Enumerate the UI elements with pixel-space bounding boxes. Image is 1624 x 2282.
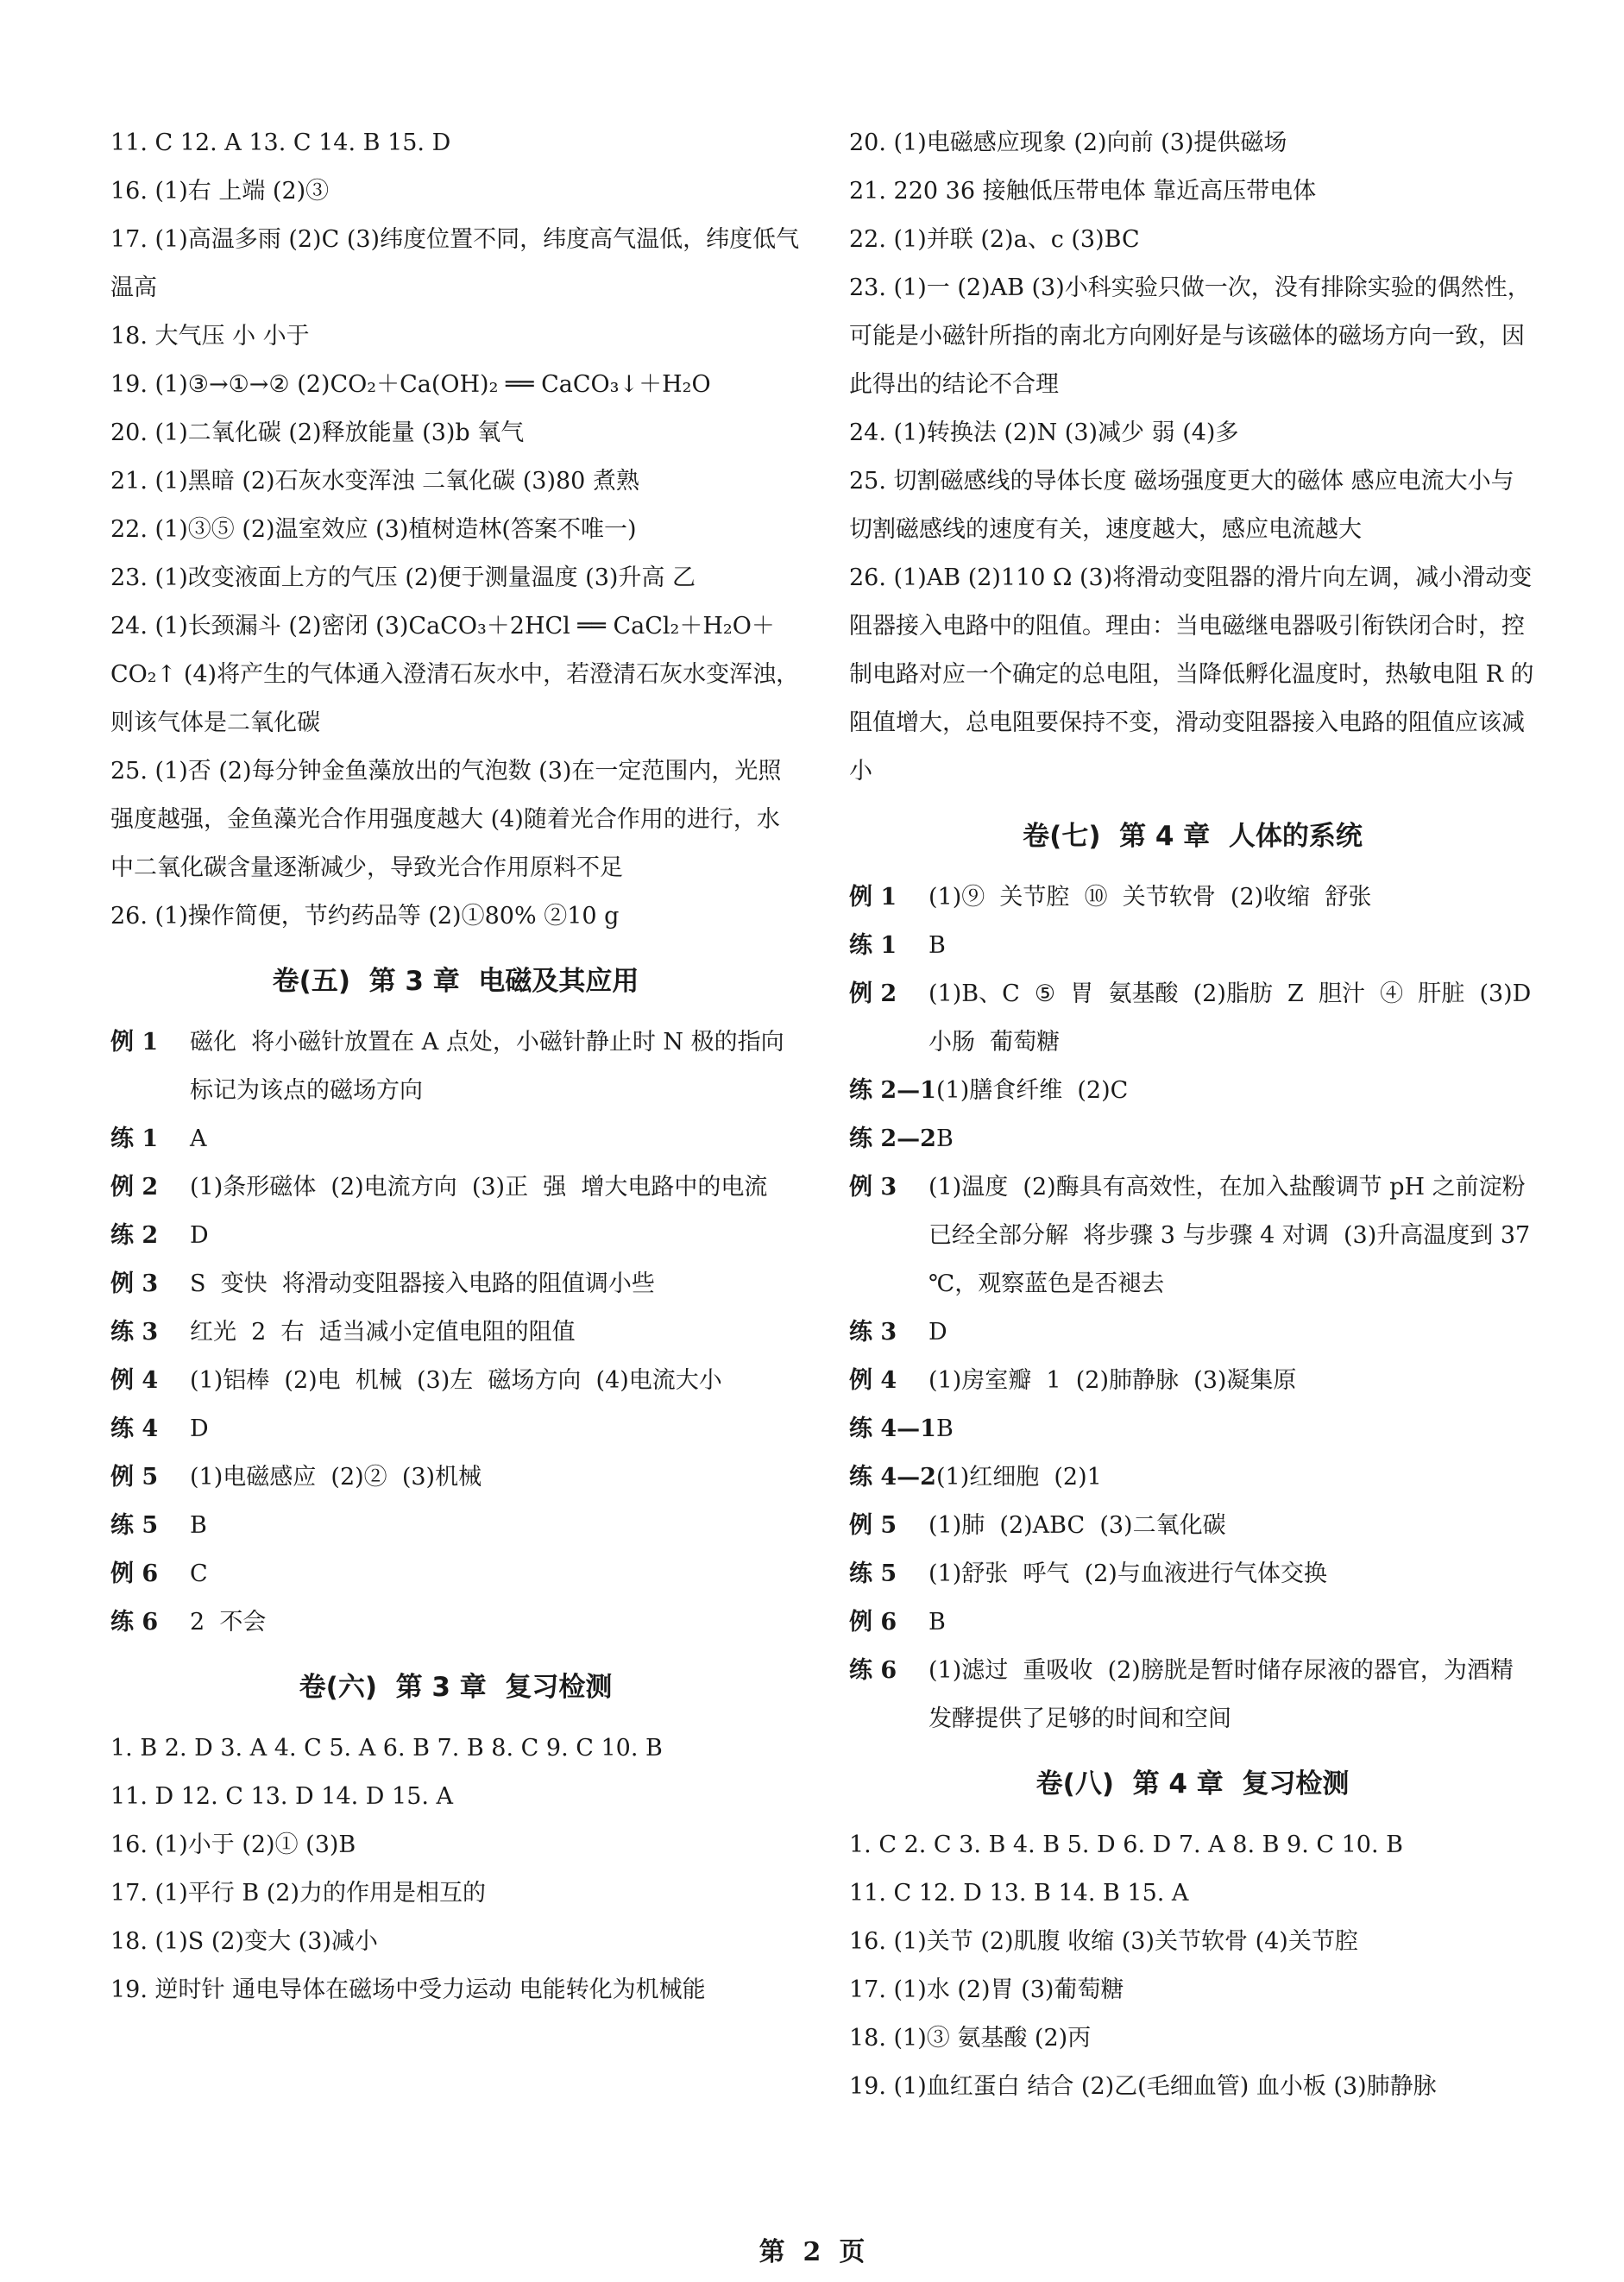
answer-text: B <box>935 1415 954 1442</box>
answer-line: 1. C 2. C 3. B 4. B 5. D 6. D 7. A 8. B 9. C 10. B <box>849 1831 1403 1858</box>
example-answer <box>849 873 1536 922</box>
answer-text: D <box>190 1222 209 1249</box>
example-label: 练 2—2 <box>849 1125 936 1152</box>
example-label: 练 6 <box>849 1657 897 1684</box>
example-answer <box>849 1550 1536 1598</box>
example-label: 练 6 <box>110 1609 159 1636</box>
answer-line: 24. (1)长颈漏斗 (2)密闭 (3)CaCO₃＋2HCl ══ CaCl₂＋H₂O＋CO₂↑ (4)将产生的气体通入澄清石灰水中，若澄清石灰水变浑浊，则该气体是二氧化碳 <box>110 613 800 736</box>
answer-line: 19. 逆时针 通电导体在磁场中受力运动 电能转化为机械能 <box>110 1976 706 2003</box>
example-label: 例 4 <box>110 1367 159 1394</box>
answer-line: 26. (1)操作简便，节约药品等 (2)①80% ②10 g <box>110 903 620 930</box>
answer-line: 17. (1)高温多雨 (2)C (3)纬度位置不同，纬度高气温低，纬度低气温高 <box>110 226 800 301</box>
answer-line: 23. (1)改变液面上方的气压 (2)便于测量温度 (3)升高 乙 <box>110 564 696 591</box>
answer-text: (1)房室瓣 1 (2)肺静脉 (3)凝集原 <box>928 1367 1297 1394</box>
example-label: 例 5 <box>849 1512 897 1539</box>
example-answer <box>849 1405 1536 1453</box>
answer-line: 22. (1)③⑤ (2)温室效应 (3)植树造林(答案不唯一) <box>110 516 637 543</box>
example-answer <box>849 1308 1536 1357</box>
answer-line: 11. C 12. D 13. B 14. B 15. A <box>849 1880 1189 1907</box>
example-label: 练 4—2 <box>849 1464 936 1491</box>
answer-text: (1)B、C ⑤ 胃 氨基酸 (2)脂肪 Z 胆汁 ④ 肝脏 (3)D 小肠 葡萄糖 <box>928 980 1546 1056</box>
answer-line: 24. (1)转换法 (2)N (3)减少 弱 (4)多 <box>849 419 1239 446</box>
answer-text: (1)舒张 呼气 (2)与血液进行气体交换 <box>928 1560 1327 1587</box>
answer-text: (1)条形磁体 (2)电流方向 (3)正 强 增大电路中的电流 <box>190 1174 768 1201</box>
answer-line: 18. 大气压 小 小于 <box>110 323 310 350</box>
answer-line: 25. (1)否 (2)每分钟金鱼藻放出的气泡数 (3)在一定范围内，光照强度越强，金鱼藻光合作用强度越大 (4)随着光合作用的进行，水中二氧化碳含量逐渐减少，导致光合作用原料不足 <box>110 758 782 881</box>
example-answer <box>849 922 1536 970</box>
answer-text: 2 不会 <box>190 1609 267 1636</box>
example-label: 例 4 <box>849 1367 897 1394</box>
answer-text: (1)肺 (2)ABC (3)二氧化碳 <box>928 1512 1226 1539</box>
answer-text: B <box>928 932 946 959</box>
example-answer <box>110 1212 801 1260</box>
answer-line: 17. (1)平行 B (2)力的作用是相互的 <box>110 1880 487 1907</box>
answer-line: 25. 切割磁感线的导体长度 磁场强度更大的磁体 感应电流大小与切割磁感线的速度有关，速度越大，感应电流越大 <box>849 468 1514 543</box>
section-heading: 卷(五) 第 3 章 电磁及其应用 <box>272 966 639 997</box>
answer-line: 23. (1)一 (2)AB (3)小科实验只做一次，没有排除实验的偶然性，可能是小磁针所指的南北方向刚好是与该磁体的磁场方向一致，因此得出的结论不合理 <box>849 274 1531 398</box>
example-answer <box>110 1357 801 1405</box>
example-answer <box>110 1260 801 1308</box>
answer-line: 20. (1)电磁感应现象 (2)向前 (3)提供磁场 <box>849 129 1287 156</box>
example-answer <box>849 1453 1536 1502</box>
example-answer <box>110 1598 801 1647</box>
answer-text: 红光 2 右 适当减小定值电阻的阻值 <box>190 1319 576 1346</box>
answer-text: C <box>190 1560 208 1587</box>
answer-line: 11. C 12. A 13. C 14. B 15. D <box>110 129 451 156</box>
example-answer <box>110 1308 801 1357</box>
example-label: 练 1 <box>110 1125 159 1152</box>
example-answer <box>110 1502 801 1550</box>
answer-text: B <box>190 1512 207 1539</box>
answer-text: (1)温度 (2)酶具有高效性，在加入盐酸调节 pH 之前淀粉已经全部分解 将步骤 3 与步骤 4 对调 (3)升高温度到 37 ℃，观察蓝色是否褪去 <box>928 1174 1538 1297</box>
example-answer <box>110 1453 801 1502</box>
example-label: 练 3 <box>849 1319 897 1346</box>
example-answer <box>110 1018 801 1115</box>
answer-text: (1)红细胞 (2)1 <box>935 1464 1102 1491</box>
answer-line: 16. (1)小于 (2)① (3)B <box>110 1831 356 1858</box>
example-answer <box>849 1647 1536 1743</box>
example-label: 例 1 <box>110 1029 159 1056</box>
example-answer <box>110 1405 801 1453</box>
example-answer <box>110 1115 801 1163</box>
example-label: 练 5 <box>110 1512 159 1539</box>
example-answer <box>849 1115 1536 1163</box>
answer-text: D <box>190 1415 209 1442</box>
answer-line: 16. (1)右 上端 (2)③ <box>110 178 330 205</box>
answer-text: B <box>935 1125 954 1152</box>
example-label: 例 2 <box>110 1174 159 1201</box>
answer-text: A <box>190 1125 207 1152</box>
example-label: 练 4—1 <box>849 1415 936 1442</box>
answer-line: 20. (1)二氧化碳 (2)释放能量 (3)b 氧气 <box>110 419 525 446</box>
section-heading: 卷(七) 第 4 章 人体的系统 <box>1023 821 1363 852</box>
answer-text: (1)滤过 重吸收 (2)膀胱是暂时储存尿液的器官，为酒精发酵提供了足够的时间和空间 <box>928 1657 1514 1732</box>
example-answer <box>849 1502 1536 1550</box>
example-label: 练 2 <box>110 1222 159 1249</box>
answer-line: 21. (1)黑暗 (2)石灰水变浑浊 二氧化碳 (3)80 煮熟 <box>110 468 639 495</box>
answer-text: (1)膳食纤维 (2)C <box>935 1077 1129 1104</box>
example-label: 例 2 <box>849 980 897 1007</box>
answer-line: 17. (1)水 (2)胃 (3)葡萄糖 <box>849 1976 1124 2003</box>
example-label: 例 5 <box>110 1464 159 1491</box>
answer-line: 18. (1)③ 氨基酸 (2)丙 <box>849 2025 1092 2052</box>
example-label: 例 6 <box>110 1560 159 1587</box>
example-label: 例 1 <box>849 884 897 911</box>
example-answer <box>849 970 1546 1067</box>
example-answer <box>110 1163 801 1212</box>
example-answer <box>110 1550 801 1598</box>
answer-line: 18. (1)S (2)变大 (3)减小 <box>110 1928 378 1955</box>
example-label: 练 4 <box>110 1415 159 1442</box>
answer-line: 16. (1)关节 (2)肌腹 收缩 (3)关节软骨 (4)关节腔 <box>849 1928 1358 1955</box>
answer-text: (1)⑨ 关节腔 ⑩ 关节软骨 (2)收缩 舒张 <box>928 884 1372 911</box>
example-answer <box>849 1357 1536 1405</box>
answer-line: 19. (1)③→①→② (2)CO₂＋Ca(OH)₂ ══ CaCO₃↓＋H₂O <box>110 371 711 398</box>
example-answer <box>849 1598 1536 1647</box>
answer-text: S 变快 将滑动变阻器接入电路的阻值调小些 <box>190 1270 655 1297</box>
example-label: 例 3 <box>849 1174 897 1201</box>
section-heading: 卷(六) 第 3 章 复习检测 <box>299 1672 613 1703</box>
answer-text: (1)电磁感应 (2)② (3)机械 <box>190 1464 482 1491</box>
answer-line: 1. B 2. D 3. A 4. C 5. A 6. B 7. B 8. C 9. C 10. B <box>110 1735 663 1762</box>
example-label: 例 6 <box>849 1609 897 1636</box>
example-label: 练 5 <box>849 1560 897 1587</box>
example-label: 练 1 <box>849 932 897 959</box>
answer-line: 19. (1)血红蛋白 结合 (2)乙(毛细血管) 血小板 (3)肺静脉 <box>849 2073 1437 2100</box>
answer-text: 磁化 将小磁针放置在 A 点处，小磁针静止时 N 极的指向标记为该点的磁场方向 <box>190 1029 784 1104</box>
example-answer <box>849 1163 1536 1308</box>
page-number: 第 2 页 <box>758 2237 866 2267</box>
right-column <box>849 119 1546 2111</box>
section-heading: 卷(八) 第 4 章 复习检测 <box>1035 1768 1350 1800</box>
example-answer <box>849 1067 1536 1115</box>
example-label: 例 3 <box>110 1270 159 1297</box>
answer-line: 26. (1)AB (2)110 Ω (3)将滑动变阻器的滑片向左调，减小滑动变阻器接入电路中的阻值。理由：当电磁继电器吸引衔铁闭合时，控制电路对应一个确定的总电阻，当降低孵化温度时，热敏电阻 R 的阻值增大，总电阻要保持不变，滑动变阻器接入电路的阻值应该减小 <box>849 564 1534 785</box>
answer-text: B <box>928 1609 946 1636</box>
answer-text: D <box>928 1319 947 1346</box>
answer-line: 22. (1)并联 (2)a、c (3)BC <box>849 226 1140 253</box>
example-label: 练 3 <box>110 1319 159 1346</box>
answer-line: 11. D 12. C 13. D 14. D 15. A <box>110 1783 454 1810</box>
answer-text: (1)铝棒 (2)电 机械 (3)左 磁场方向 (4)电流大小 <box>190 1367 722 1394</box>
answer-line: 21. 220 36 接触低压带电体 靠近高压带电体 <box>849 178 1317 205</box>
left-column <box>110 119 801 2014</box>
example-label: 练 2—1 <box>849 1077 936 1104</box>
